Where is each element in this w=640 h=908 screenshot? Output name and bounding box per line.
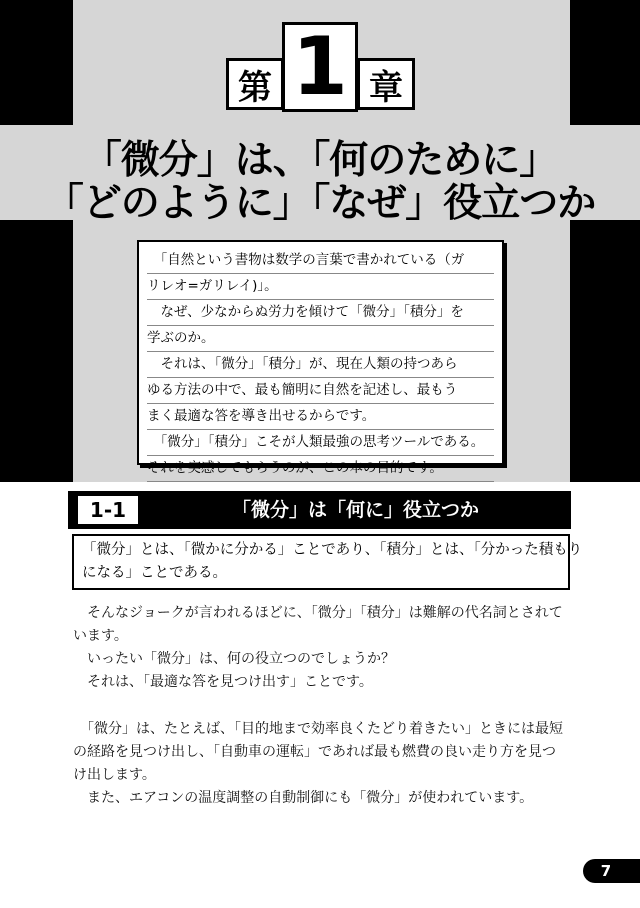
quote-line: なぜ、少なからぬ労力を傾けて「微分」「積分」を (147, 300, 494, 326)
chapter-number: 1 (282, 22, 358, 112)
intro-quote-box (137, 240, 504, 476)
definition-line: 「微分」とは、「微かに分かる」ことであり、「積分」とは、「分かった積もり (82, 542, 583, 558)
chapter-title-line-1: 「微分」は、「何のために」 (82, 138, 558, 183)
section-title: 「微分」は「何に」役立つか (231, 499, 479, 521)
body-line: 「微分」は、たとえば、「目的地まで効率良くたどり着きたい」ときには最短 (73, 721, 563, 737)
body-line: け出します。 (73, 767, 156, 783)
body-line: そんなジョークが言われるほどに、「微分」「積分」は難解の代名詞とされて (73, 605, 563, 621)
quote-line: ゆる方法の中で、最も簡明に自然を記述し、最もう (147, 378, 494, 404)
chapter-title-line-2: 「どのように」「なぜ」役立つか (44, 181, 596, 226)
chapter-prefix: 第 (226, 58, 284, 110)
body-line: います。 (73, 628, 128, 644)
quote-line: リレオ=ガリレイ)」。 (147, 274, 494, 300)
body-paragraph-1 (73, 602, 573, 694)
body-line: それは、「最適な答を見つけ出す」ことです。 (73, 674, 373, 690)
body-paragraph-2 (73, 718, 573, 810)
body-line: の経路を見つけ出し、「自動車の運転」であれば最も燃費の良い走り方を見つ (73, 744, 556, 760)
quote-line: それを実感してもらうのが、この本の目的です。 (147, 456, 494, 482)
definition-box (72, 534, 583, 590)
quote-line: 「微分」「積分」こそが人類最強の思考ツールである。 (147, 430, 494, 456)
section-number: 1-1 (78, 496, 138, 524)
chapter-suffix: 章 (357, 58, 415, 110)
body-line: また、エアコンの温度調整の自動制御にも「微分」が使われています。 (73, 790, 534, 806)
quote-line: 「自然という書物は数学の言葉で書かれている（ガ (147, 248, 494, 274)
quote-line: まく最適な答を導き出せるからです。 (147, 404, 494, 430)
definition-line: になる」ことである。 (82, 565, 227, 581)
quote-line: それは、「微分」「積分」が、現在人類の持つあら (147, 352, 494, 378)
quote-line: 学ぶのか。 (147, 326, 494, 352)
body-line: いったい「微分」は、何の役立つのでしょうか？ (73, 651, 395, 667)
page-number: 7 (600, 862, 612, 880)
